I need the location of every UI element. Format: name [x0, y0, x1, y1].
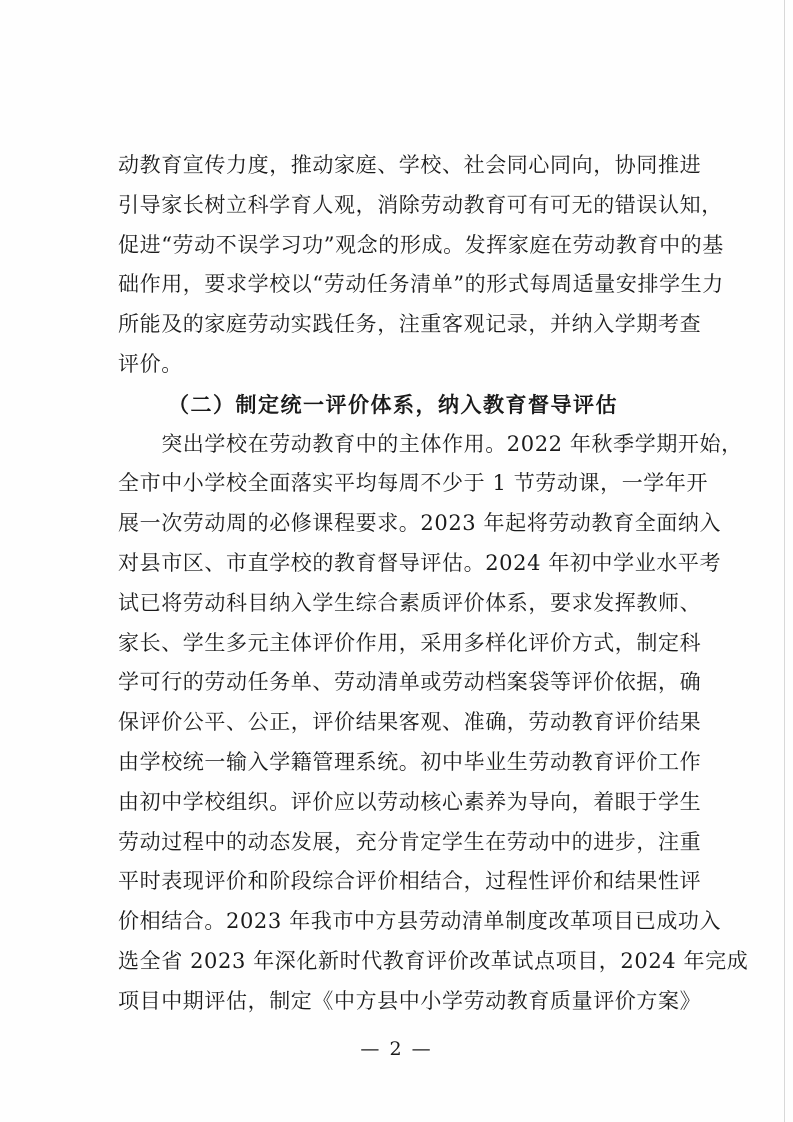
section-heading: （二）制定统一评价体系，纳入教育督导评估 — [168, 391, 618, 417]
paragraph-line: 价相结合。2023 年我市中方县劳动清单制度改革项目已成功入 — [118, 909, 722, 934]
paragraph-line: 动教育宣传力度，推动家庭、学校、社会同心同向，协同推进 — [118, 153, 702, 177]
paragraph-line: 试已将劳动科目纳入学生综合素质评价体系，要求发挥教师、 — [118, 590, 702, 615]
paragraph-line: 础作用，要求学校以“劳动任务清单”的形式每周适量安排学生力 — [118, 272, 724, 297]
paragraph-line: 展一次劳动周的必修课程要求。2023 年起将劳动教育全面纳入 — [118, 511, 722, 536]
paragraph-line: 学可行的劳动任务单、劳动清单或劳动档案袋等评价依据，确 — [118, 670, 702, 695]
paragraph-line: 引导家长树立科学育人观，消除劳动教育可有可无的错误认知， — [118, 192, 723, 217]
paragraph-line: 突出学校在劳动教育中的主体作用。2022 年秋季学期开始， — [118, 431, 743, 456]
scan-edge-line — [784, 0, 785, 1122]
paragraph-line: 全市中小学校全面落实平均每周不少于 1 节劳动课，一学年开 — [118, 471, 709, 496]
paragraph-line: 促进“劳动不误学习功”观念的形成。发挥家庭在劳动教育中的基 — [118, 232, 724, 257]
document-body — [118, 146, 749, 1022]
paragraph-line: 由学校统一输入学籍管理系统。初中毕业生劳动教育评价工作 — [118, 749, 702, 774]
paragraph-line: 所能及的家庭劳动实践任务，注重客观记录，并纳入学期考查 — [118, 312, 702, 337]
page-number: — 2 — — [360, 1038, 433, 1060]
paragraph-line: 平时表现评价和阶段综合评价相结合，过程性评价和结果性评 — [118, 869, 702, 894]
paragraph-line: 对县市区、市直学校的教育督导评估。2024 年初中学业水平考 — [118, 550, 722, 575]
paragraph-line: 由初中学校组织。评价应以劳动核心素养为导向，着眼于学生 — [118, 789, 702, 814]
paragraph-line: 评价。 — [118, 351, 183, 376]
paragraph-line: 项目中期评估，制定《中方县中小学劳动教育质量评价方案》 — [118, 988, 702, 1013]
paragraph-line: 保评价公平、公正，评价结果客观、准确，劳动教育评价结果 — [118, 710, 702, 735]
paragraph-line: 家长、学生多元主体评价作用，采用多样化评价方式，制定科 — [118, 630, 702, 655]
paragraph-line: 选全省 2023 年深化新时代教育评价改革试点项目，2024 年完成 — [118, 948, 749, 973]
paragraph-line: 劳动过程中的动态发展，充分肯定学生在劳动中的进步，注重 — [118, 829, 702, 854]
